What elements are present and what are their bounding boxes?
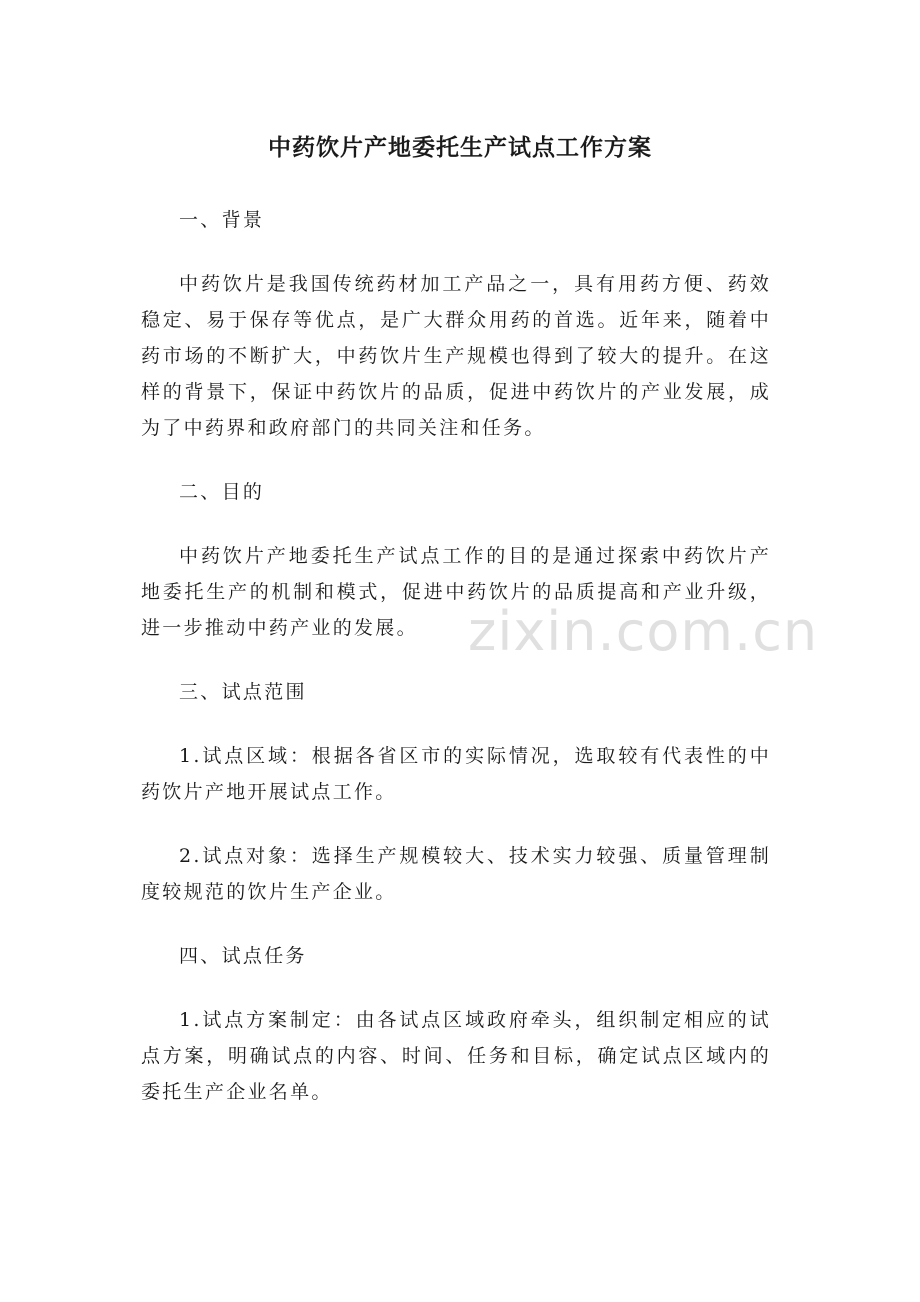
- paragraph-purpose: 中药饮片产地委托生产试点工作的目的是通过探索中药饮片产地委托生产的机制和模式，促进中药饮片的品质提高和产业升级，进一步推动中药产业的发展。: [141, 545, 771, 639]
- section-heading-tasks: 四、试点任务: [179, 945, 307, 967]
- section-heading-scope: 三、试点范围: [179, 681, 307, 703]
- paragraph-background: 中药饮片是我国传统药材加工产品之一，具有用药方便、药效稳定、易于保存等优点，是广大群众用药的首选。近年来，随着中药市场的不断扩大，中药饮片生产规模也得到了较大的提升。在这样的背景下，保证中药饮片的品质，促进中药饮片的产业发展，成为了中药界和政府部门的共同关注和任务。: [141, 273, 771, 439]
- section-heading-background: 一、背景: [179, 209, 265, 231]
- paragraph-tasks-plan: 1.试点方案制定：由各试点区域政府牵头，组织制定相应的试点方案，明确试点的内容、时间、任务和目标，确定试点区域内的委托生产企业名单。: [141, 1009, 771, 1103]
- document-title: 中药饮片产地委托生产试点工作方案: [268, 135, 652, 161]
- document-body: [141, 202, 771, 1110]
- watermark-text: zixin.com.cn: [468, 600, 819, 663]
- paragraph-scope-area: 1.试点区域：根据各省区市的实际情况，选取较有代表性的中药饮片产地开展试点工作。: [141, 745, 771, 803]
- paragraph-scope-object: 2.试点对象：选择生产规模较大、技术实力较强、质量管理制度较规范的饮片生产企业。: [141, 845, 771, 903]
- section-heading-purpose: 二、目的: [179, 481, 265, 503]
